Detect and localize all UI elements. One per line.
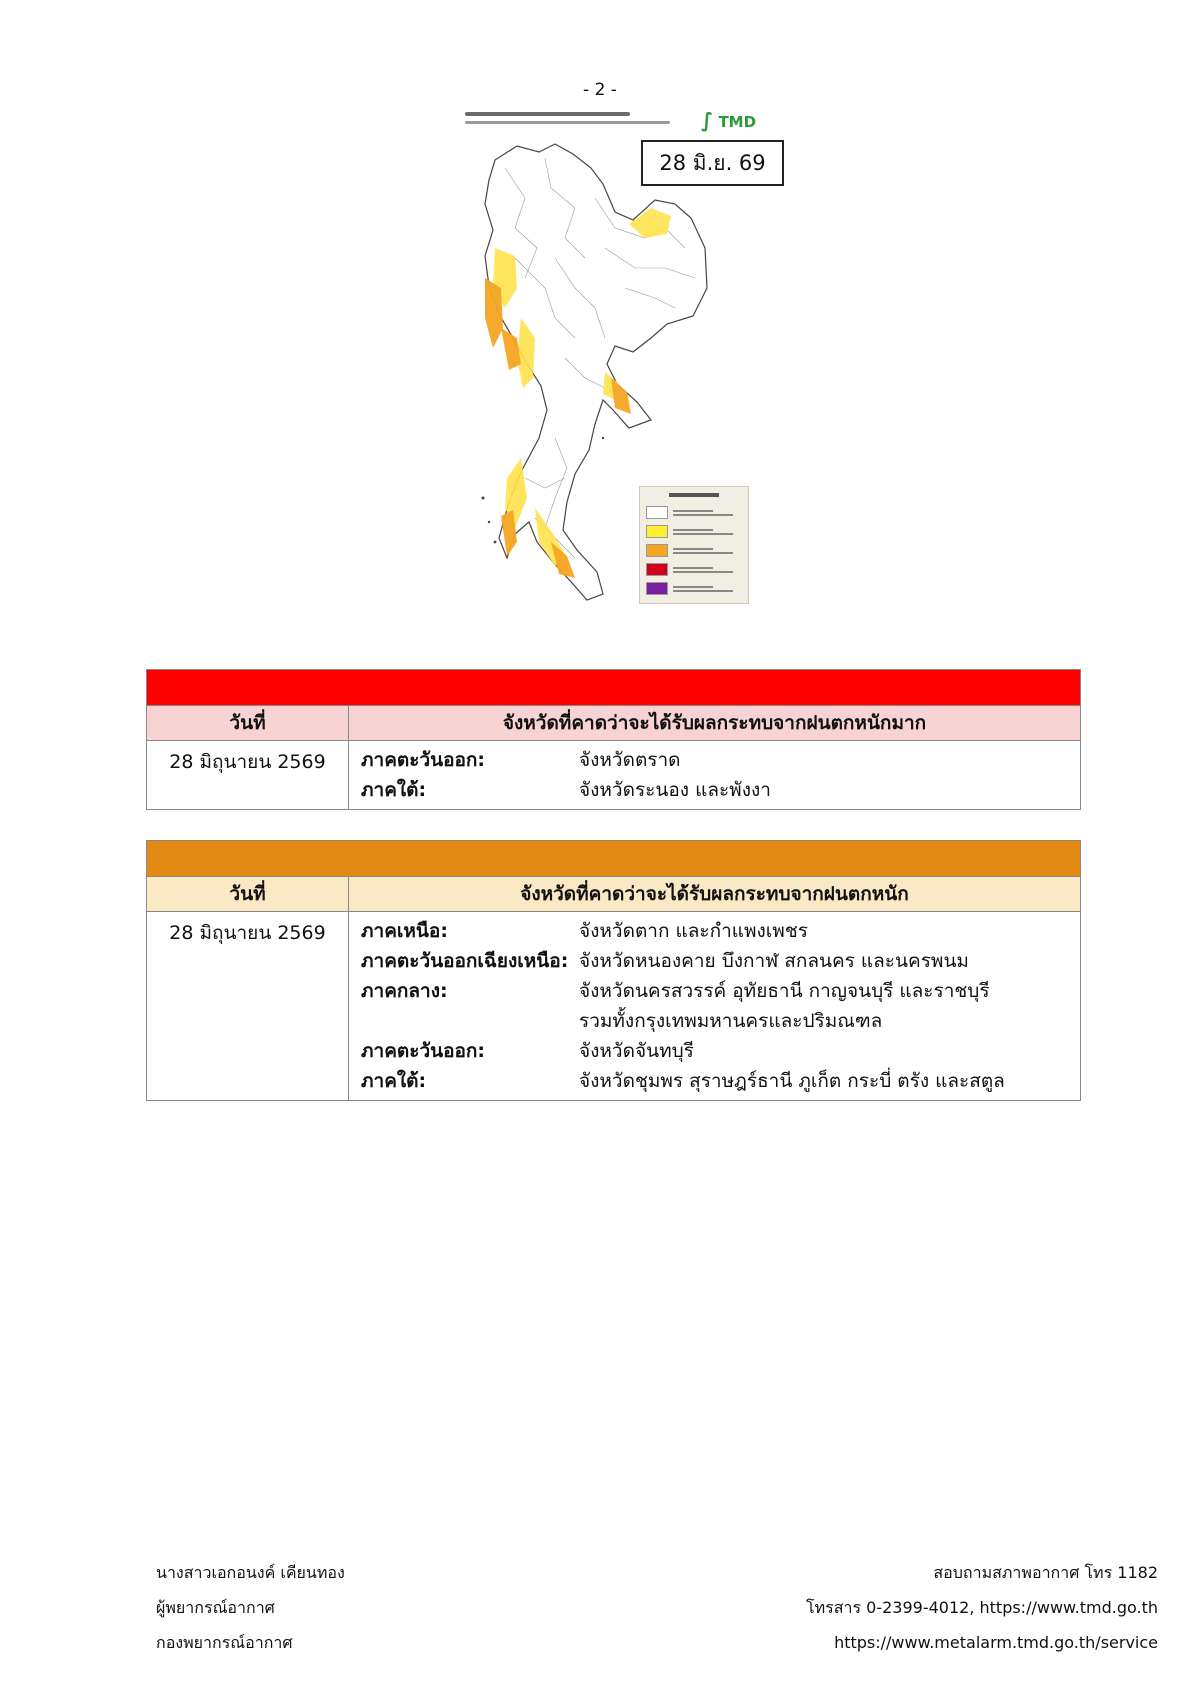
very-heavy-rain-table — [146, 669, 1081, 810]
legend-swatch-purple — [646, 582, 668, 595]
region-name: ภาคใต้: — [361, 779, 427, 801]
heavy-band — [147, 841, 1081, 877]
region-row — [361, 1006, 1070, 1036]
region-row — [361, 745, 1070, 775]
region-row — [361, 775, 1070, 805]
contact-phone: สอบถามสภาพอากาศ โทร 1182 — [933, 1563, 1158, 1582]
region-name: ภาคเหนือ: — [361, 920, 448, 942]
contact-fax: โทรสาร 0-2399-4012, https://www.tmd.go.th — [806, 1598, 1158, 1617]
header-provinces: จังหวัดที่คาดว่าจะได้รับผลกระทบจากฝนตกหนักมาก — [349, 706, 1081, 741]
region-list — [349, 912, 1081, 1101]
legend-swatch-red — [646, 563, 668, 576]
row-date: 28 มิถุนายน 2569 — [147, 741, 349, 810]
region-name: ภาคตะวันออก: — [361, 749, 486, 771]
region-provinces: จังหวัดชุมพร สุราษฎร์ธานี ภูเก็ต กระบี่ ตรัง และสตูล — [579, 1070, 1005, 1092]
region-row — [361, 976, 1070, 1006]
region-provinces: จังหวัดตาก และกำแพงเพชร — [579, 920, 808, 942]
row-date: 28 มิถุนายน 2569 — [147, 912, 349, 1101]
forecaster-title: ผู้พยากรณ์อากาศ — [156, 1598, 275, 1617]
very-heavy-band — [147, 670, 1081, 706]
region-list — [349, 741, 1081, 810]
region-provinces: จังหวัดระนอง และพังงา — [579, 779, 771, 801]
region-row — [361, 946, 1070, 976]
region-provinces: จังหวัดหนองคาย บึงกาฬ สกลนคร และนครพนม — [579, 950, 969, 972]
contact-metalarm-link[interactable]: https://www.metalarm.tmd.go.th/service — [834, 1633, 1158, 1652]
region-row — [361, 1036, 1070, 1066]
map-legend — [639, 486, 749, 604]
map-header — [455, 108, 775, 134]
heavy-rain-table — [146, 840, 1081, 1101]
map-date-label: 28 มิ.ย. 69 — [641, 140, 784, 186]
region-provinces: รวมทั้งกรุงเทพมหานครและปริมณฑล — [579, 1010, 883, 1032]
region-row — [361, 1066, 1070, 1096]
legend-swatch-white — [646, 506, 668, 519]
region-name: ภาคกลาง: — [361, 980, 448, 1002]
footer-signature — [156, 1555, 345, 1660]
region-name: ภาคตะวันออกเฉียงเหนือ: — [361, 950, 569, 972]
footer-contact — [806, 1555, 1158, 1660]
region-provinces: จังหวัดตราด — [579, 749, 681, 771]
region-name: ภาคตะวันออก: — [361, 1040, 486, 1062]
legend-swatch-orange — [646, 544, 668, 557]
region-name: ภาคใต้: — [361, 1070, 427, 1092]
header-date: วันที่ — [147, 706, 349, 741]
header-provinces: จังหวัดที่คาดว่าจะได้รับผลกระทบจากฝนตกหนัก — [349, 877, 1081, 912]
region-row — [361, 916, 1070, 946]
page-number: - 2 - — [583, 80, 617, 100]
region-provinces: จังหวัดนครสวรรค์ อุทัยธานี กาญจนบุรี และราชบุรี — [579, 980, 990, 1002]
division-name: กองพยากรณ์อากาศ — [156, 1633, 293, 1652]
header-date: วันที่ — [147, 877, 349, 912]
tmd-logo: ∫ TMD — [701, 108, 757, 132]
forecaster-name: นางสาวเอกอนงค์ เคียนทอง — [156, 1563, 345, 1582]
legend-swatch-yellow — [646, 525, 668, 538]
region-provinces: จังหวัดจันทบุรี — [579, 1040, 694, 1062]
